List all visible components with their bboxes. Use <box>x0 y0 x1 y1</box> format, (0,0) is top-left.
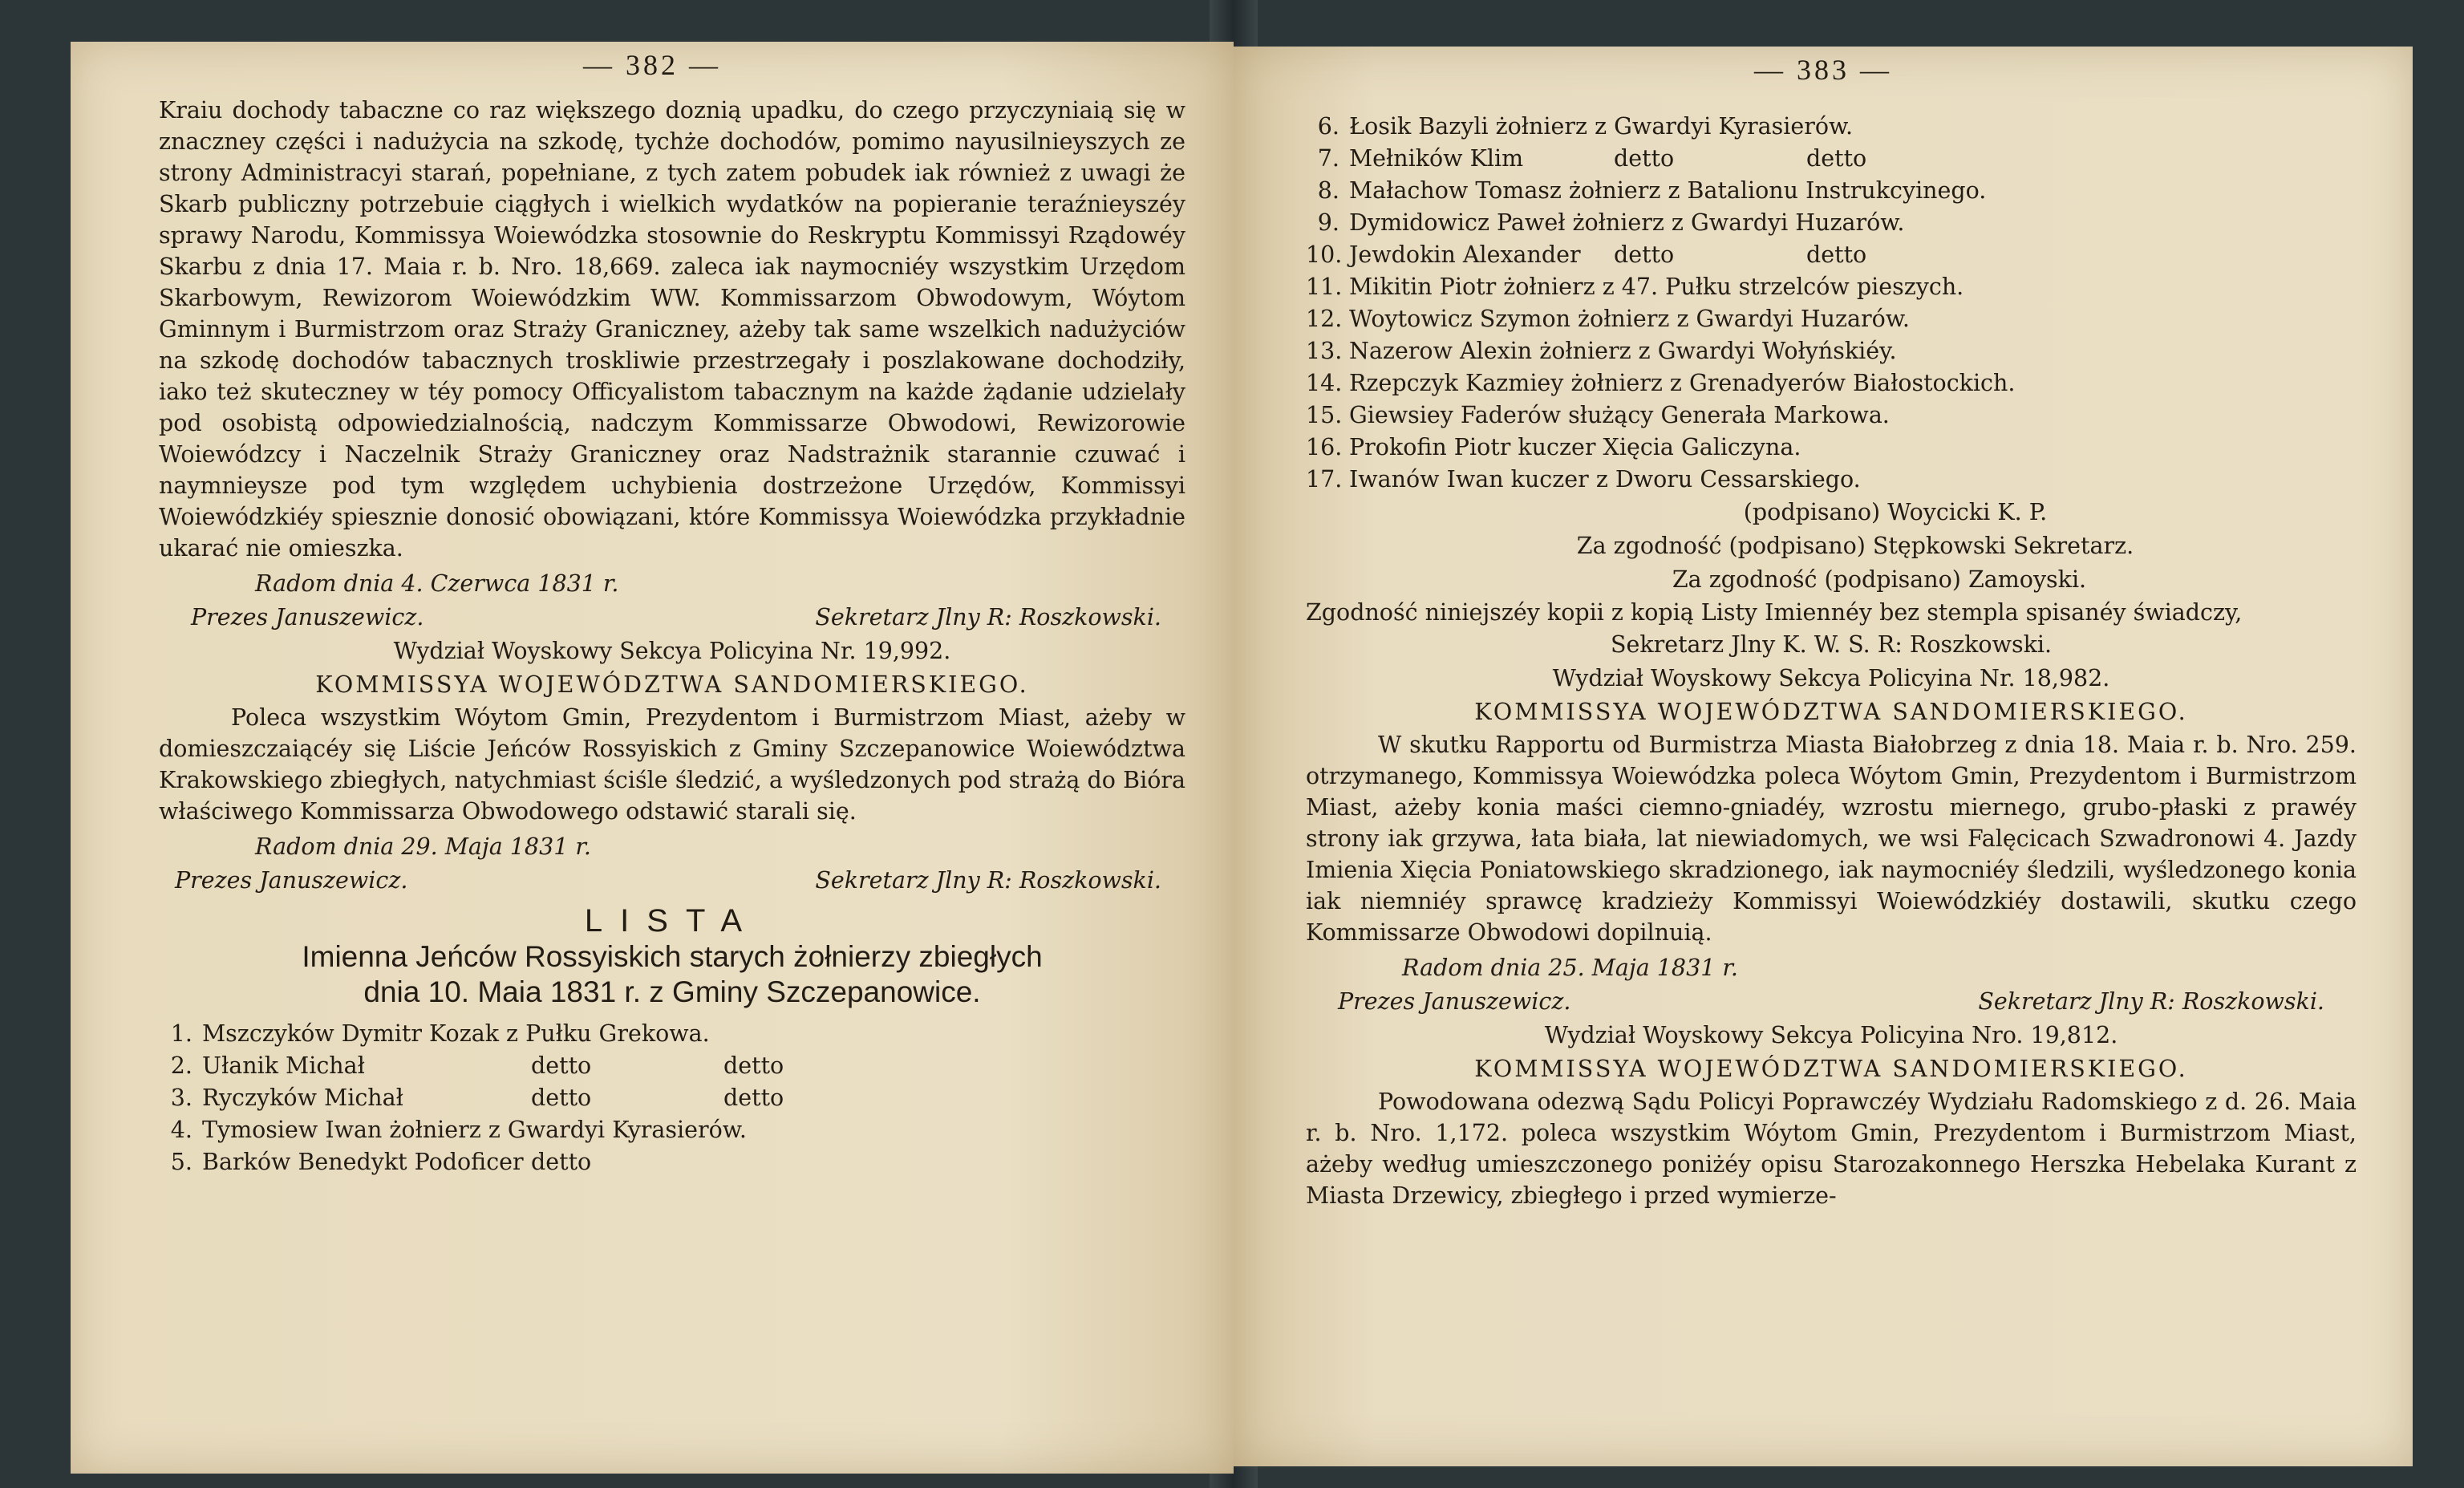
list-item <box>159 1146 1185 1178</box>
list-item-text <box>1614 207 1806 239</box>
list-item <box>1306 239 2357 271</box>
list-title: LISTA <box>584 903 760 939</box>
list-item <box>1306 175 2357 207</box>
list-item-number: 17. <box>1306 466 1343 493</box>
list-item-number: 15. <box>1306 402 1343 428</box>
date-line: Radom dnia 29. Maja 1831 r. <box>255 833 591 860</box>
list-item-text: Iwanów Iwan kuczer z Dworu Cessarskiego. <box>1349 466 1861 493</box>
president-signature: Prezes Januszewicz. <box>191 604 424 630</box>
list-item <box>1306 335 2357 367</box>
list-item-number: 11. <box>1306 274 1343 300</box>
list-item-text <box>531 1018 723 1050</box>
list-item <box>1306 303 2357 335</box>
list-item <box>1306 399 2357 432</box>
list-item-text: detto <box>531 1149 592 1175</box>
list-item-text: Barków Benedykt Podoficer <box>202 1149 524 1175</box>
list-item-number: 8. <box>1317 177 1339 204</box>
list-item-text: Nazerow Alexin żołnierz z Gwardyi Wołyńskiéy. <box>1349 338 1897 364</box>
list-item-text <box>1614 303 1806 335</box>
department-heading: Wydział Woyskowy Sekcya Policyina Nr. 19,992. <box>393 638 951 664</box>
list-item-number: 7. <box>1317 145 1339 172</box>
list-item-text: Woytowicz Szymon żołnierz z Gwardyi Huzarów. <box>1349 306 1910 332</box>
secretary-signature: Sekretarz Jlny R: Roszkowski. <box>1978 988 2324 1015</box>
list-item-text <box>1614 367 1806 399</box>
list-item <box>1306 432 2357 464</box>
list-item-number: 3. <box>170 1085 192 1111</box>
paragraph: Poleca wszystkim Wóytom Gmin, Prezydentom i Burmistrzom Miast, ażeby w domieszczaiącéy się Liście Jeńców Rossyiskich z Gminy Szczepanowice Woiewództwa Krakowskiego zbiegłych, natychmiast ściśle śledzić, a wyśledzonych pod strażą do Bióra właściwego Kommissarza Obwodowego odstawić starali się. <box>159 704 1185 825</box>
list-item-text: Mełników Klim <box>1349 145 1524 172</box>
list-item-text: detto <box>531 1052 592 1079</box>
president-signature: Prezes Januszewicz. <box>175 867 408 894</box>
list-item-text: Mikitin Piotr żołnierz z 47. Pułku strzelców pieszych. <box>1349 274 1964 300</box>
list-item-text: Prokofin Piotr kuczer Xięcia Galiczyna. <box>1349 434 1801 460</box>
secretary-signature: Sekretarz Jlny R: Roszkowski. <box>815 604 1161 630</box>
list-item-text: Ułanik Michał <box>202 1052 365 1079</box>
commission-heading: KOMMISSYA WOJEWÓDZTWA SANDOMIERSKIEGO. <box>1474 699 2188 725</box>
list-item-number: 10. <box>1306 241 1343 268</box>
list-item-number: 13. <box>1306 338 1343 364</box>
signature-line <box>159 864 1185 898</box>
signature-line: (podpisano) Woycicki K. P. <box>1743 499 2048 525</box>
signature-line <box>159 601 1185 635</box>
list-item-text <box>1614 432 1806 464</box>
president-signature: Prezes Januszewicz. <box>1338 988 1571 1015</box>
list-item-text: detto <box>723 1052 784 1079</box>
list-items <box>1306 111 2357 496</box>
signature-line: Za zgodność (podpisano) Zamoyski. <box>1672 566 2087 593</box>
list-item <box>159 1018 1185 1050</box>
list-item-number: 6. <box>1317 113 1339 140</box>
commission-heading: KOMMISSYA WOJEWÓDZTWA SANDOMIERSKIEGO. <box>1474 1056 2188 1082</box>
page-number: — 382 — <box>583 49 721 81</box>
list-item-text: Małachow Tomasz żołnierz z Batalionu Instrukcyinego. <box>1349 177 1987 204</box>
list-item-text <box>1614 464 1806 496</box>
list-item-text: detto <box>723 1085 784 1111</box>
conformity-line: Zgodność niniejszéy kopii z kopią Listy Imiennéy bez stempla spisanéy świadczy, <box>1306 599 2243 626</box>
list-item-number: 12. <box>1306 306 1343 332</box>
list-item-text: detto <box>1806 241 1867 268</box>
list-item <box>159 1114 1185 1146</box>
list-item-text: Rzepczyk Kazmiey żołnierz z Grenadyerów Białostockich. <box>1349 370 2016 396</box>
list-item-number: 14. <box>1306 370 1343 396</box>
list-item-text: Jewdokin Alexander <box>1349 241 1581 268</box>
list-item-text <box>1614 399 1806 432</box>
list-item <box>1306 271 2357 303</box>
list-item <box>1306 207 2357 239</box>
list-item-text: Tymosiew Iwan żołnierz z Gwardyi Kyrasierów. <box>202 1117 747 1143</box>
commission-heading: KOMMISSYA WOJEWÓDZTWA SANDOMIERSKIEGO. <box>315 671 1029 698</box>
list-item-text: Mszczyków Dymitr Kozak z Pułku Grekowa. <box>202 1020 710 1047</box>
secretary-signature: Sekretarz Jlny R: Roszkowski. <box>815 867 1161 894</box>
signature-line <box>1306 985 2357 1019</box>
list-items <box>159 1018 1185 1178</box>
list-item-number: 16. <box>1306 434 1343 460</box>
list-item-text: Ryczyków Michał <box>202 1085 403 1111</box>
list-item-text <box>1614 175 1806 207</box>
left-page-content <box>159 95 1185 1178</box>
signature-line: Za zgodność (podpisano) Stępkowski Sekretarz. <box>1576 533 2134 559</box>
department-heading: Wydział Woyskowy Sekcya Policyina Nr. 18,982. <box>1552 665 2110 691</box>
date-line: Radom dnia 25. Maja 1831 r. <box>1402 955 1738 981</box>
left-page <box>71 42 1234 1474</box>
list-item-text: Łosik Bazyli żołnierz z Gwardyi Kyrasierów. <box>1349 113 1854 140</box>
list-item <box>1306 111 2357 143</box>
list-item-text: Dymidowicz Paweł żołnierz z Gwardyi Huzarów. <box>1349 209 1905 236</box>
list-item-text: detto <box>1614 241 1675 268</box>
list-subtitle: Imienna Jeńców Rossyiskich starych żołnierzy zbiegłych <box>302 940 1043 973</box>
right-page-content <box>1306 111 2357 1211</box>
list-subtitle: dnia 10. Maia 1831 r. z Gminy Szczepanowice. <box>363 975 981 1008</box>
list-item-number: 2. <box>170 1052 192 1079</box>
list-item <box>1306 143 2357 175</box>
paragraph: Powodowana odezwą Sądu Policyi Poprawczéy Wydziału Radomskiego z d. 26. Maia r. b. Nro. 1,172. poleca wszystkim Wóytom Gmin, Prezydentom i Burmistrzom Miast, ażeby według umieszczonego poniżéy opisu Starozakonnego Herszka Hebelaka Kurant z Miasta Drzewicy, zbiegłego i przed wymierze- <box>1306 1089 2357 1209</box>
list-item-number: 4. <box>170 1117 192 1143</box>
right-page <box>1234 47 2413 1466</box>
page-number: — 383 — <box>1754 54 1892 86</box>
conformity-signature: Sekretarz Jlny K. W. S. R: Roszkowski. <box>1610 631 2053 658</box>
list-item-text: detto <box>1614 145 1675 172</box>
paragraph: W skutku Rapportu od Burmistrza Miasta Białobrzeg z dnia 18. Maia r. b. Nro. 259. otrzymanego, Kommissya Woiewódzka poleca Wóytom Gmin, Prezydentom i Burmistrzom Miast, ażeby konia maści ciemno-gniadéy, wzrostu miernego, grubo-płaski z prawéy strony iak grzywa, łata biała, lat niewiadomych, we wsi Falęcicach Szwadronowi 4. Jazdy Imienia Xięcia Poniatowskiego skradzionego, iak naymocniéy śledzili, wyśledzonego konia iak niemniéy sprawcę kradzieży Kommissyi Woiewódzkiéy dostawili, skutku czego Kommissarze Obwodowi dopilnuią. <box>1306 732 2357 946</box>
paragraph: Kraiu dochody tabaczne co raz większego doznią upadku, do czego przyczyniaią się w znaczney części i nadużycia na szkodę, tychże dochodów, pomimo nayusilnieyszych ze strony Administracyi starań, popełniane, z tych zatem pobudek iak również z uwagi że Skarb publiczny potrzebuie ciągłych i wielkich wydatków na popieranie teraźnieyszéy sprawy Narodu, Kommissya Woiewódzka stosownie do Reskryptu Kommissyi Rządowéy Skarbu z dnia 17. Maia r. b. Nro. 18,669. zaleca iak naymocniéy wszystkim Urzędom Skarbowym, Rewizorom Woiewódzkim WW. Kommissarzom Obwodowym, Wóytom Gminnym i Burmistrzom oraz Straży Graniczney, ażeby tak same wszelkich nadużyciów na szkodę dochodów tabacznych troskliwie przestrzegały i poszlakowane dochodziły, iako też skuteczney w téy pomocy Officyalistom tabacznym na każde żądanie udzielały pod osobistą odpowiedzialnością, nadczym Kommissarze Obwodowi, Rewizorowie Woiewódzcy i Naczelnik Straży Graniczney oraz Nadstrażnik starannie czuwać i naymnieysze pod tym względem uchybienia dostrzeżone Urzędów, Kommissyi Woiewódzkiéy spiesznie donosić obowiązani, które Kommissya Woiewódzka przykładnie ukarać nie omieszka. <box>159 97 1185 562</box>
list-item <box>1306 464 2357 496</box>
list-item-number: 5. <box>170 1149 192 1175</box>
list-item-text: Giewsiey Faderów służący Generała Markowa. <box>1349 402 1890 428</box>
list-item-text: detto <box>1806 145 1867 172</box>
list-item <box>159 1050 1185 1082</box>
date-line: Radom dnia 4. Czerwca 1831 r. <box>255 570 619 597</box>
list-item-number: 1. <box>170 1020 192 1047</box>
list-item-number: 9. <box>1317 209 1339 236</box>
list-item-text <box>531 1114 723 1146</box>
list-item <box>1306 367 2357 399</box>
list-item-text <box>1614 111 1806 143</box>
list-item-text <box>1614 271 1806 303</box>
list-item-text: detto <box>531 1085 592 1111</box>
department-heading: Wydział Woyskowy Sekcya Policyina Nro. 19,812. <box>1544 1022 2118 1048</box>
list-item-text <box>1614 335 1806 367</box>
list-item <box>159 1082 1185 1114</box>
